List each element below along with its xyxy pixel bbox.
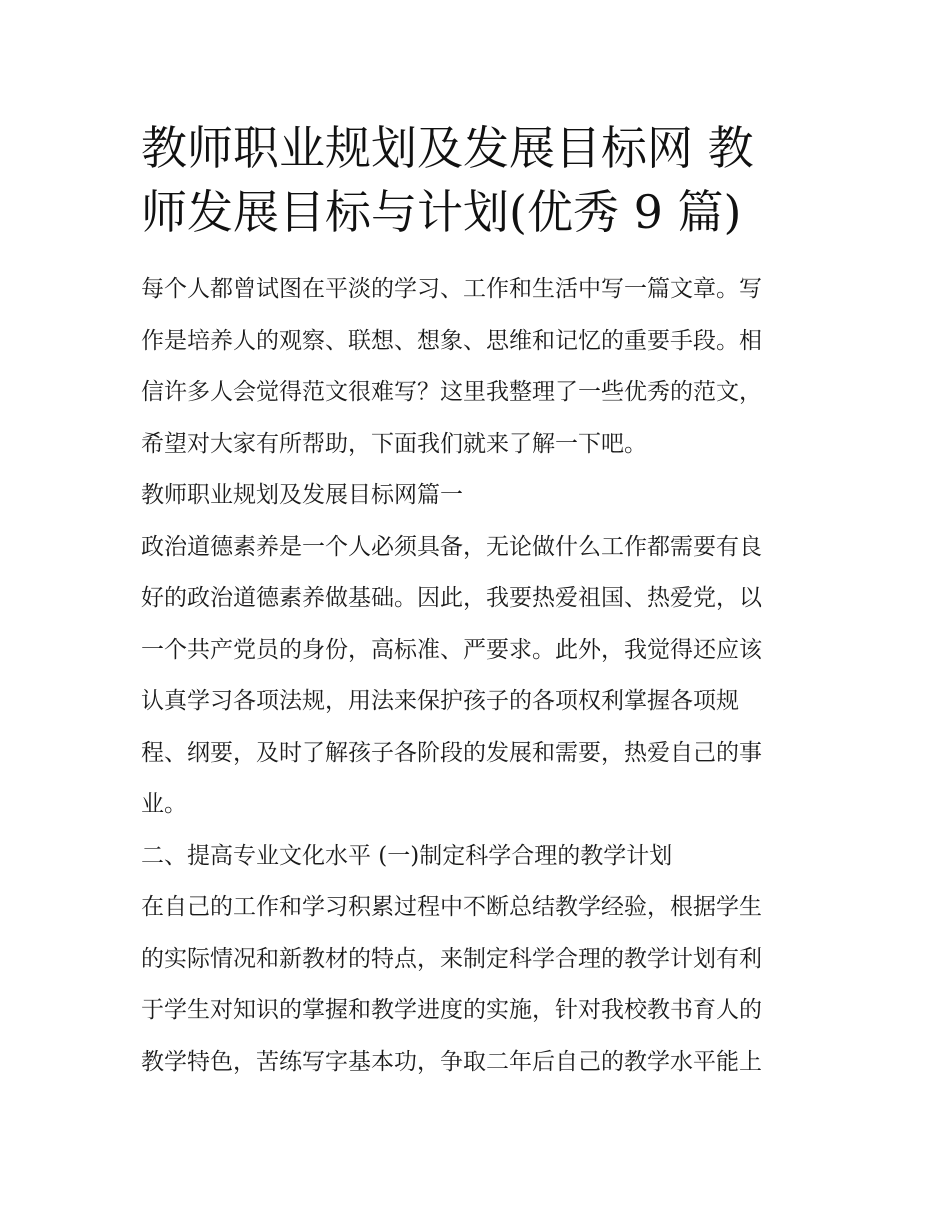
section-heading: 二、提高专业文化水平 (一)制定科学合理的教学计划: [141, 842, 673, 869]
section1-line: 业。: [141, 791, 187, 817]
section1-line: 一个共产党员的身份，高标准、严要求。此外，我觉得还应该: [141, 636, 762, 663]
section1-line: 好的政治道德素养做基础。因此，我要热爱祖国、热爱党，以: [141, 585, 762, 611]
section-heading: 教师职业规划及发展目标网篇一: [141, 482, 463, 508]
section2-line: 教学特色，苦练写字基本功，争取二年后自己的教学水平能上: [141, 1048, 762, 1075]
intro-line: 希望对大家有所帮助，下面我们就来了解一下吧。: [141, 430, 647, 457]
document-title: [141, 116, 813, 244]
section1-line: 程、纲要，及时了解孩子各阶段的发展和需要，热爱自己的事: [141, 739, 762, 766]
section1-paragraph: [141, 522, 813, 831]
intro-line: 信许多人会觉得范文很难写？这里我整理了一些优秀的范文，: [141, 379, 762, 405]
intro-line: 作是培养人的观察、联想、想象、思维和记忆的重要手段。相: [141, 327, 762, 354]
section1-line: 认真学习各项法规，用法来保护孩子的各项权利掌握各项规: [141, 688, 739, 714]
title-line: 师发展目标与计划(优秀 9 篇): [141, 185, 742, 239]
intro-paragraph: [141, 264, 813, 470]
section2-line: 的实际情况和新教材的特点，来制定科学合理的教学计划有利: [141, 945, 762, 972]
intro-line: 每个人都曾试图在平淡的学习、工作和生活中写一篇文章。写: [141, 276, 762, 302]
title-line: 教师职业规划及发展目标网 教: [141, 121, 754, 175]
section2-line: 于学生对知识的掌握和教学进度的实施，针对我校教书育人的: [141, 997, 762, 1023]
document-content: [141, 116, 813, 1088]
section1-line: 政治道德素养是一个人必须具备，无论做什么工作都需要有良: [141, 533, 762, 560]
section2-paragraph: [141, 882, 813, 1088]
document-body: [141, 264, 813, 1088]
section2-line: 在自己的工作和学习积累过程中不断总结教学经验，根据学生: [141, 894, 762, 920]
